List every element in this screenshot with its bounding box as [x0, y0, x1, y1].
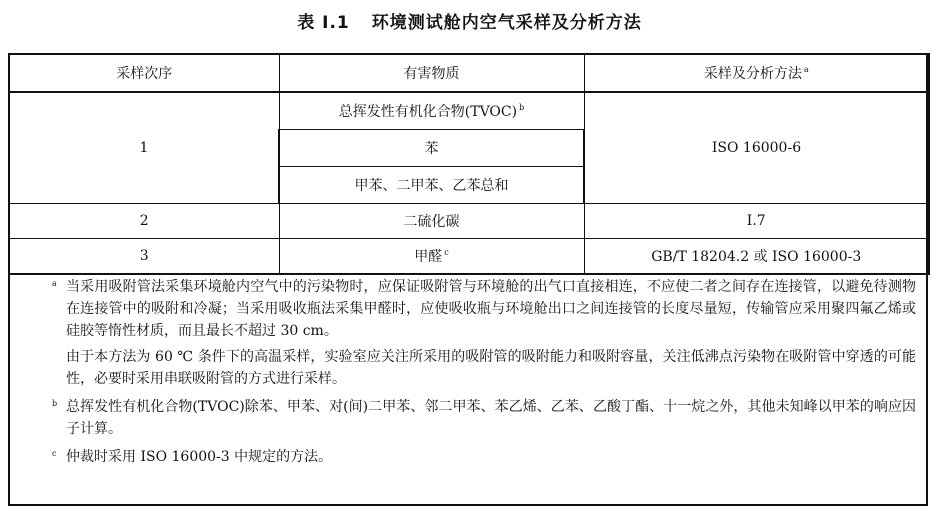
cell-order-3: 3	[9, 239, 279, 275]
table-row	[9, 239, 929, 275]
footnote-a	[10, 276, 926, 390]
footnote-b-marker: b	[52, 399, 58, 408]
footnote-mark-c: c	[444, 248, 449, 257]
table-row	[9, 204, 929, 239]
footnote-c-marker: c	[52, 449, 57, 458]
table-number: 表 I.1	[297, 13, 350, 33]
header-harmful-substance: 有害物质	[279, 54, 584, 92]
cell-substance-tvoc: 总挥发性有机化合物(TVOC) $^b$	[279, 92, 584, 130]
footnote-b-text: 总挥发性有机化合物(TVOC)除苯、甲苯、对(间)二甲苯、邻二甲苯、苯乙烯、乙苯、乙酸丁酯、十一烷之外，其他未知峰以甲苯的响应因子计算。	[66, 399, 916, 437]
cell-substance-benzene: 苯	[279, 130, 584, 167]
footnote-mark-a: a	[803, 65, 809, 74]
table-row	[9, 92, 929, 130]
footnote-a-text: 当采用吸附管法采集环境舱内空气中的污染物时，应保证吸附管与环境舱的出气口直接相连，不应使二者之间存在连接管，以避免待测物在连接管中的吸附和冷凝；当采用吸收瓶法采集甲醛时，应使吸收瓶与环境舱出口之间连接管的长度尽量短，传输管应采用聚四氟乙烯或硅胶等惰性材质，而且最长不超过 30 cm。	[66, 279, 916, 339]
cell-substance-toluene-xylene-ethylbenzene: 甲苯、二甲苯、乙苯总和	[279, 167, 584, 204]
table-footnotes	[10, 272, 926, 468]
footnote-a-continuation: 由于本方法为 60 ℃ 条件下的高温采样，实验室应关注所采用的吸附管的吸附能力和吸附容量，关注低沸点污染物在吸附管中穿透的可能性，必要时采用串联吸附管的方式进行采样。	[66, 349, 916, 387]
table-caption: 环境测试舱内空气采样及分析方法	[371, 13, 642, 33]
cell-order-1: 1	[9, 92, 279, 204]
cell-method-3: GB/T 18204.2 或 ISO 16000-3	[584, 239, 929, 275]
cell-substance-formaldehyde: 甲醛 $^c$	[279, 239, 584, 275]
footnote-a-marker: a	[52, 279, 57, 288]
cell-substance-carbon-disulfide: 二硫化碳	[279, 204, 584, 239]
header-sampling-order: 采样次序	[9, 54, 279, 92]
cell-method-2: I.7	[584, 204, 929, 239]
table-header-row	[9, 54, 929, 92]
sampling-methods-table	[8, 53, 930, 275]
cell-method-1: ISO 16000-6	[584, 92, 929, 204]
table-title	[0, 8, 939, 33]
footnote-c-text: 仲裁时采用 ISO 16000-3 中规定的方法。	[66, 449, 333, 465]
footnote-b	[10, 396, 926, 440]
cell-order-2: 2	[9, 204, 279, 239]
footnote-c	[10, 446, 926, 468]
footnote-mark-b: b	[519, 103, 525, 112]
header-sampling-analysis-method: 采样及分析方法 $^a$	[584, 54, 929, 92]
